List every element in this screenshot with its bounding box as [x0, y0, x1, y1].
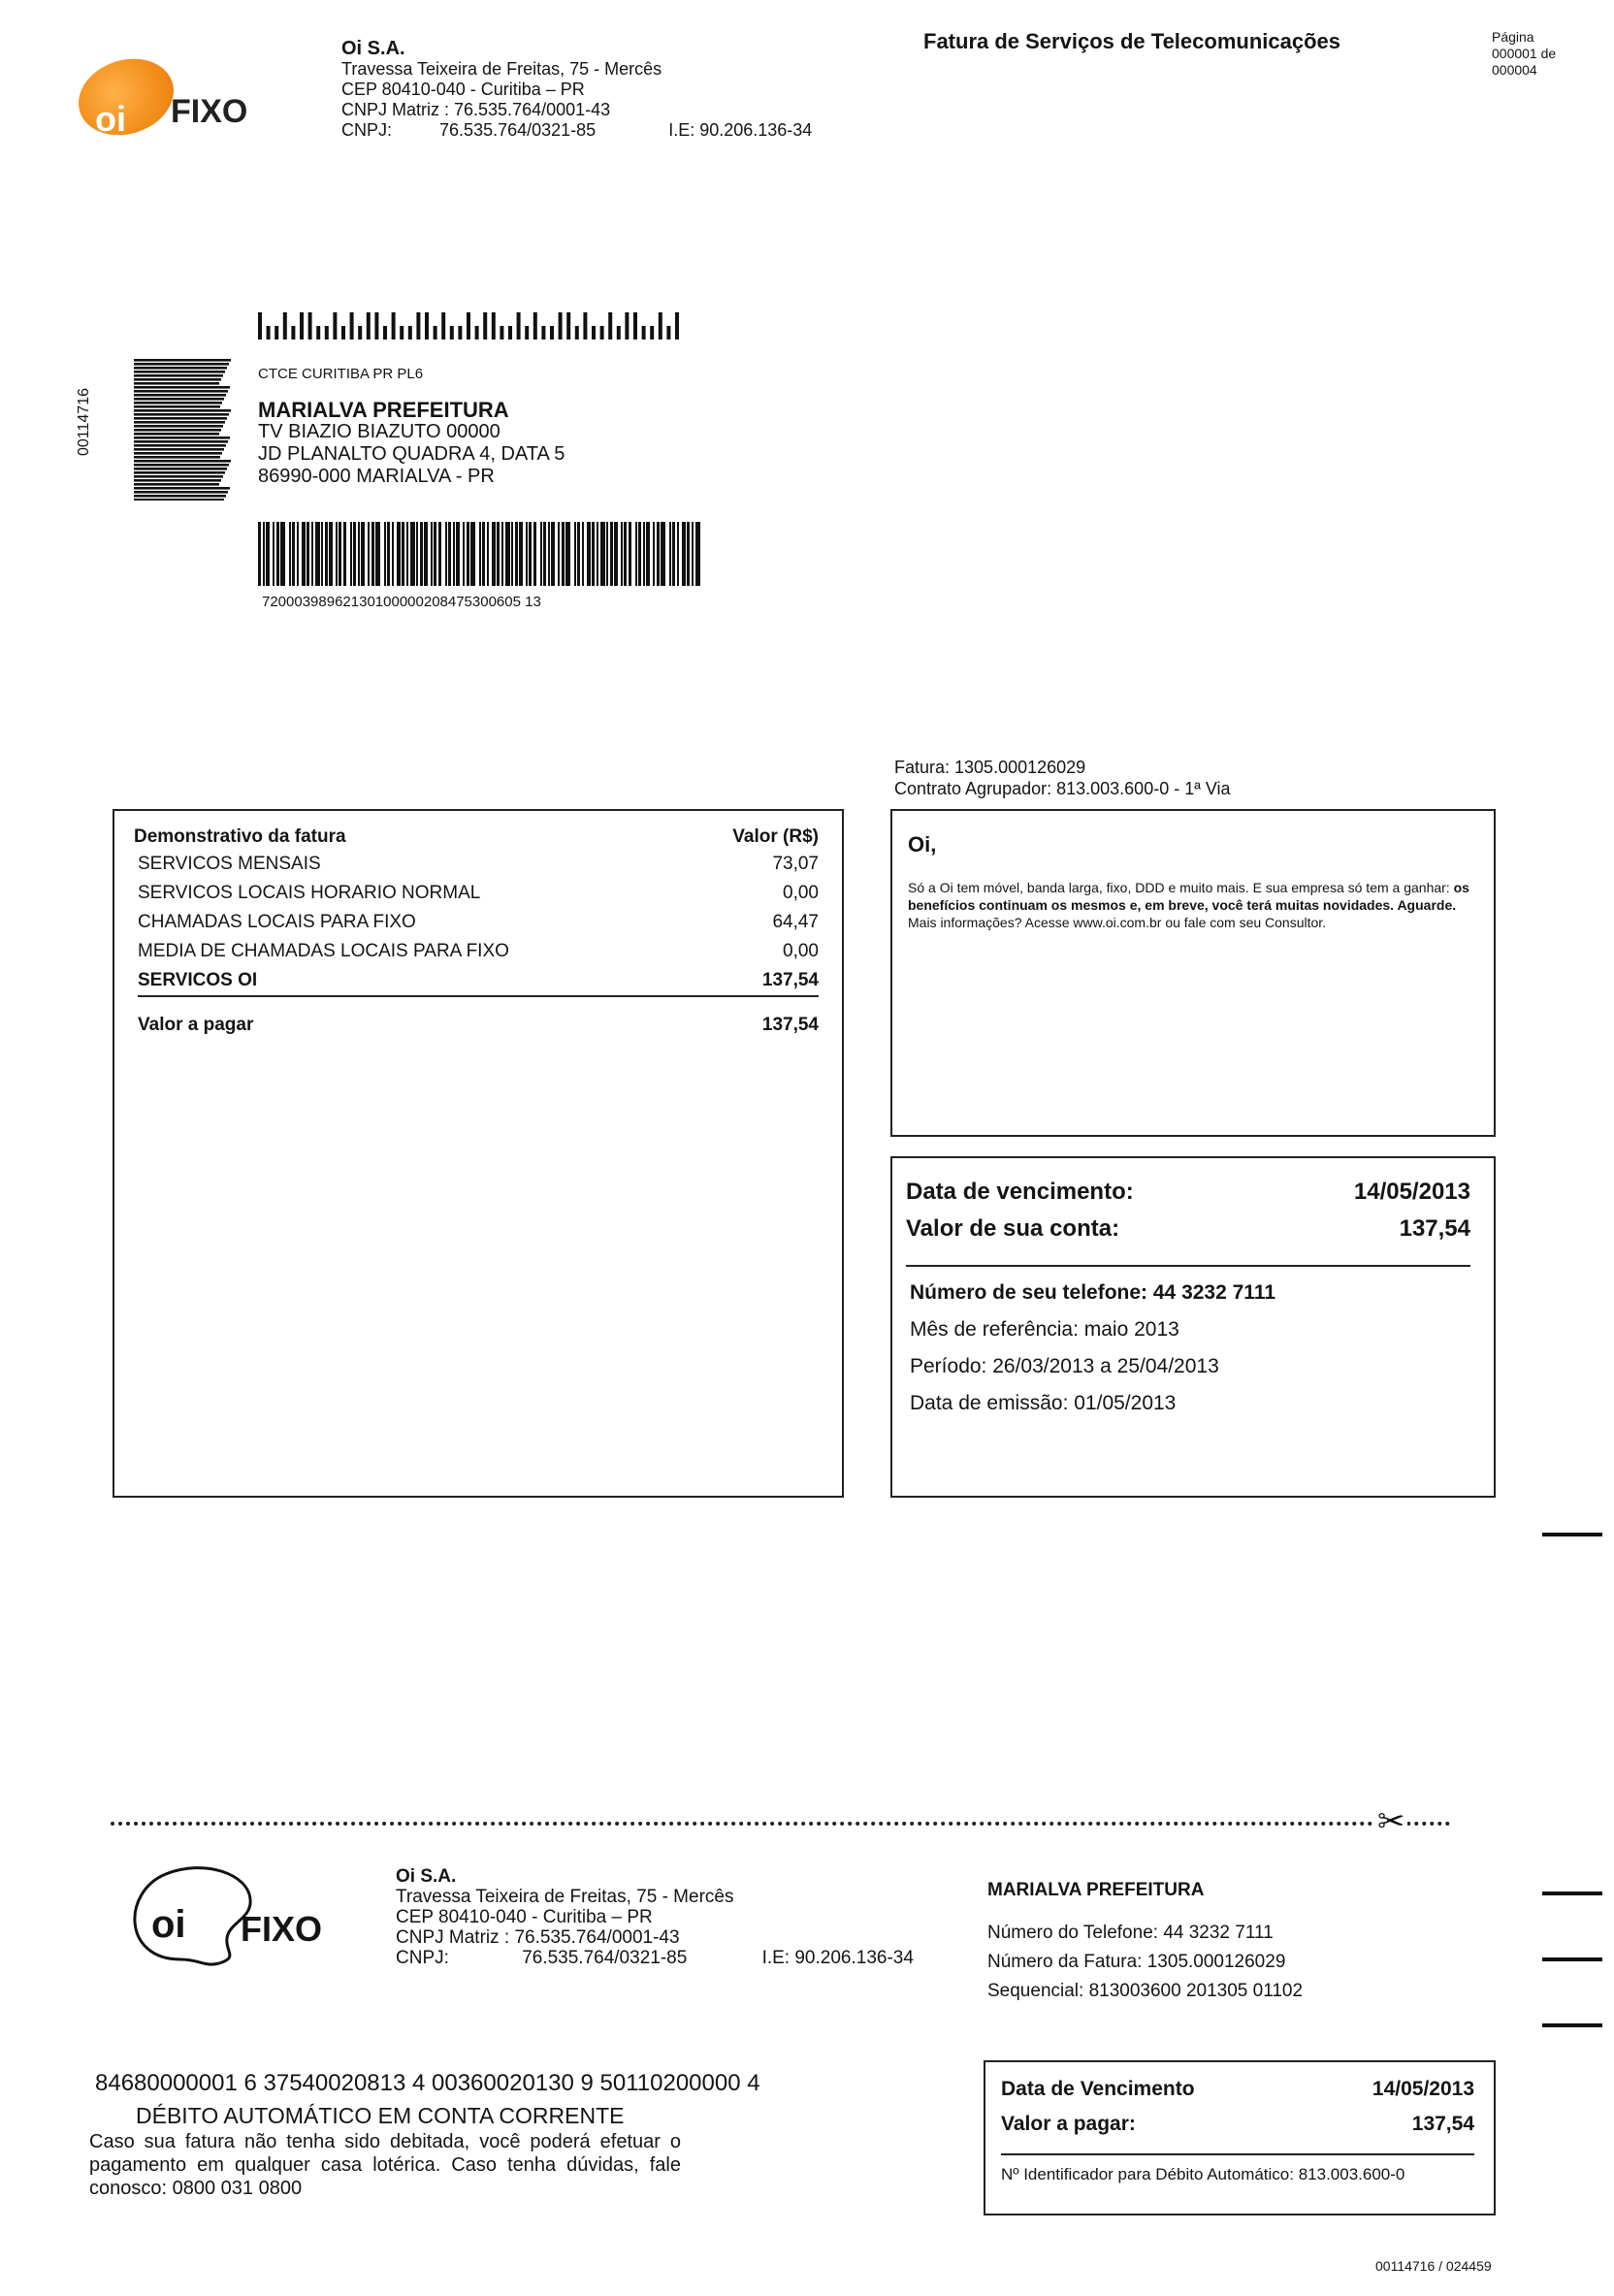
barcode-number: 72000398962130100000208475300605 13 [262, 594, 541, 610]
debit-title: DÉBITO AUTOMÁTICO EM CONTA CORRENTE [136, 2103, 625, 2128]
message-text-plain: Só a Oi tem móvel, banda larga, fixo, DDD e muito mais. E sua empresa só tem a ganhar: [908, 880, 1454, 895]
recipient-name: MARIALVA PREFEITURA [258, 398, 509, 422]
slip-company-cnpj-matriz: CNPJ Matriz : 76.535.764/0001-43 [396, 1927, 680, 1948]
slip-company-cep: CEP 80410-040 - Curitiba – PR [396, 1907, 653, 1927]
statement-row [138, 850, 819, 879]
oi-logo-text: oi [95, 99, 126, 139]
statement-value-header: Valor (R$) [732, 826, 819, 847]
statement-row-label: SERVICOS LOCAIS HORARIO NORMAL [138, 883, 481, 903]
slip-pay-label: Valor a pagar: [1001, 2113, 1136, 2135]
statement-box [113, 809, 844, 1498]
company-cnpj-row [341, 120, 812, 141]
due-amount-value: 137,54 [1399, 1215, 1470, 1242]
statement-subtotal-label: SERVICOS OI [138, 970, 258, 990]
statement-total-row [138, 1011, 819, 1040]
page-total: 000004 [1492, 62, 1537, 78]
statement-row-value: 0,00 [783, 883, 819, 903]
billing-period: Período: 26/03/2013 a 25/04/2013 [910, 1355, 1219, 1377]
phone-number: Número de seu telefone: 44 3232 7111 [910, 1281, 1276, 1304]
slip-due-box [984, 2060, 1496, 2215]
statement-row-value: 73,07 [772, 854, 819, 874]
page-label: Página [1492, 29, 1534, 45]
edge-mark [1542, 2023, 1602, 2027]
cnpj-label: CNPJ: [341, 120, 393, 140]
statement-header [134, 825, 819, 850]
slip-phone: Número do Telefone: 44 3232 7111 [987, 1923, 1274, 1943]
slip-company-name: Oi S.A. [396, 1866, 457, 1887]
scissors-icon: ✂ [1377, 1803, 1405, 1840]
statement-title: Demonstrativo da fatura [134, 826, 346, 847]
company-header [341, 39, 812, 141]
slip-pay-value: 137,54 [1411, 2113, 1474, 2135]
oi-outline-text: oi [151, 1903, 186, 1946]
statement-subtotal-row [138, 966, 819, 997]
contract-number: Contrato Agrupador: 813.003.600-0 - 1ª Via [894, 779, 1231, 798]
slip-cnpj-value: 76.535.764/0321-85 [522, 1948, 688, 1968]
slip-pay-row [1001, 2107, 1474, 2142]
invoice-ref [894, 757, 1231, 799]
company-cep: CEP 80410-040 - Curitiba – PR [341, 80, 585, 99]
message-text-bold: os benefícios continuam os mesmos e, em breve, você terá muitas novidades. Aguarde. [908, 880, 1469, 913]
due-date-label: Data de vencimento: [906, 1179, 1134, 1205]
footer-code: 00114716 / 024459 [1375, 2258, 1492, 2274]
due-date-value: 14/05/2013 [1353, 1179, 1470, 1205]
statement-items [138, 850, 819, 997]
slip-due-label: Data de Vencimento [1001, 2078, 1195, 2100]
message-greeting: Oi, [908, 832, 937, 857]
edge-mark [1542, 1957, 1602, 1961]
oi-logo-bubble [69, 47, 184, 146]
slip-company-address: Travessa Teixeira de Freitas, 75 - Mercês [396, 1887, 734, 1907]
slip-sequence: Sequencial: 813003600 201305 01102 [987, 1981, 1304, 2001]
due-divider [906, 1265, 1470, 1267]
issue-date: Data de emissão: 01/05/2013 [910, 1392, 1177, 1414]
slip-due-row [1001, 2072, 1474, 2107]
statement-row-label: MEDIA DE CHAMADAS LOCAIS PARA FIXO [138, 941, 509, 961]
reference-month: Mês de referência: maio 2013 [910, 1318, 1179, 1341]
due-amount-row [906, 1211, 1470, 1247]
cut-line [111, 1822, 1451, 1826]
company-name: Oi S.A. [341, 38, 405, 59]
main-barcode-bars [258, 522, 700, 586]
side-code: 00114716 [76, 388, 92, 456]
statement-row-label: SERVICOS MENSAIS [138, 854, 321, 874]
postal-barcode [258, 312, 691, 340]
statement-row [138, 937, 819, 966]
fixo-logo-text: FIXO [171, 93, 248, 130]
edge-mark [1542, 1533, 1602, 1536]
slip-due-value: 14/05/2013 [1372, 2078, 1474, 2100]
slip-company-cnpj-row [396, 1948, 914, 1968]
slip-digit-line: 84680000001 6 37540020813 4 00360020130 9 50110200000 4 [95, 2070, 760, 2096]
slip-cnpj-label: CNPJ: [396, 1948, 449, 1968]
fixo-outline-text: FIXO [241, 1909, 323, 1949]
debit-text: Caso sua fatura não tenha sido debitada, você poderá efetuar o pagamento em qualquer casa lotérica. Caso tenha dúvidas, fale conosco: 0800 031 0800 [89, 2131, 681, 2199]
slip-customer [987, 1876, 1303, 2006]
statement-row [138, 879, 819, 908]
message-paragraph [908, 879, 1478, 914]
slip-ie-value: I.E: 90.206.136-34 [761, 1948, 914, 1968]
statement-total-label: Valor a pagar [138, 1015, 254, 1035]
main-barcode [258, 522, 700, 586]
message-more-info: Mais informações? Acesse www.oi.com.br ou fale com seu Consultor. [908, 915, 1327, 930]
recipient-address [258, 363, 565, 488]
statement-total-value: 137,54 [761, 1015, 819, 1035]
page-line: 000001 de [1492, 46, 1557, 61]
company-address: Travessa Teixeira de Freitas, 75 - Mercês [341, 59, 662, 79]
slip-company [396, 1866, 914, 1968]
oi-fixo-logo-outline [113, 1862, 345, 1979]
slip-customer-name: MARIALVA PREFEITURA [987, 1880, 1205, 1900]
recipient-street: TV BIAZIO BIAZUTO 00000 [258, 421, 500, 442]
recipient-district: JD PLANALTO QUADRA 4, DATA 5 [258, 443, 565, 465]
statement-row-label: CHAMADAS LOCAIS PARA FIXO [138, 912, 416, 932]
slip-debit-id: Nº Identificador para Débito Automático: 813.003.600-0 [1001, 2165, 1405, 2183]
recipient-city: 86990-000 MARIALVA - PR [258, 466, 495, 487]
statement-row [138, 908, 819, 937]
page-info [1492, 29, 1556, 79]
ie-value: I.E: 90.206.136-34 [668, 120, 813, 140]
cnpj-value: 76.535.764/0321-85 [439, 120, 597, 140]
oi-fixo-logo [70, 49, 274, 155]
matrix-code [134, 359, 231, 501]
slip-invoice: Número da Fatura: 1305.000126029 [987, 1952, 1286, 1972]
message-box [890, 809, 1496, 1137]
statement-row-value: 64,47 [772, 912, 819, 932]
statement-subtotal-value: 137,54 [761, 970, 819, 990]
invoice-number: Fatura: 1305.000126029 [894, 758, 1086, 777]
invoice-title: Fatura de Serviços de Telecomunicações [923, 29, 1340, 53]
edge-mark [1542, 1892, 1602, 1895]
matrix-barcode-bars [134, 359, 231, 501]
postal-barcode-bars [258, 312, 691, 340]
due-amount-label: Valor de sua conta: [906, 1215, 1120, 1242]
route-code: CTCE CURITIBA PR PL6 [258, 366, 424, 382]
slip-divider [1001, 2153, 1474, 2155]
statement-row-value: 0,00 [783, 941, 819, 961]
due-box [890, 1156, 1496, 1498]
due-date-row [906, 1174, 1470, 1211]
company-cnpj-matriz: CNPJ Matriz : 76.535.764/0001-43 [341, 100, 611, 119]
